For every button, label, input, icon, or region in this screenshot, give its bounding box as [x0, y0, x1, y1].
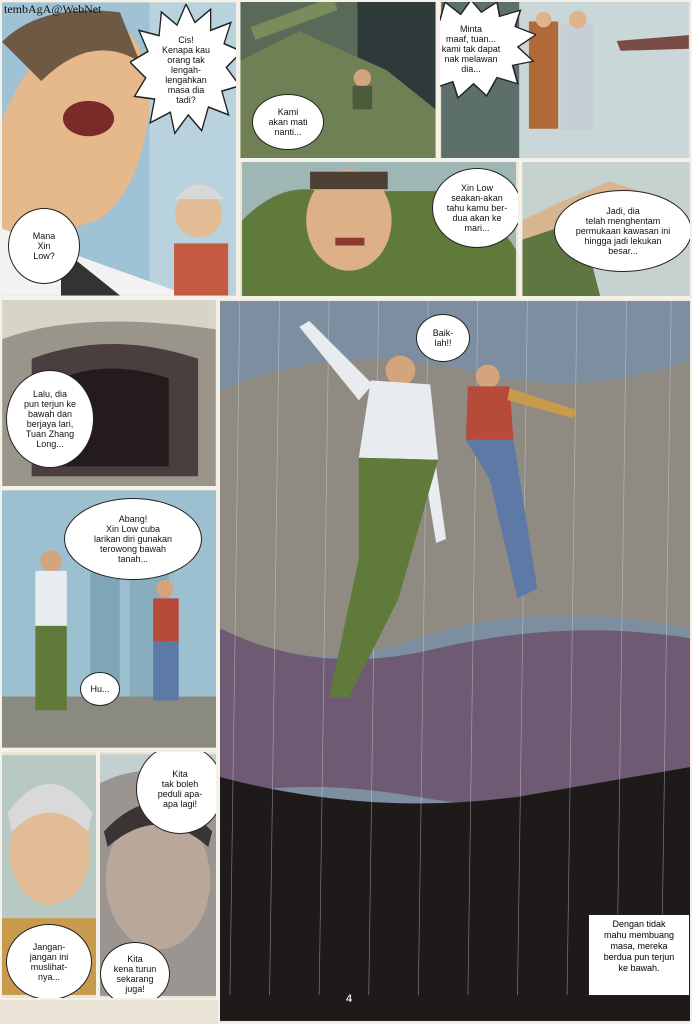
panel-tank	[238, 0, 438, 160]
speech-text: Lalu, dia pun terjun ke bawah dan berjaya lari, Tuan Zhang Long...	[23, 389, 77, 449]
speech-bubble-hu	[80, 672, 120, 706]
panel-crater	[0, 298, 218, 488]
speech-text: Jangan- jangan ini muslihat- nya...	[29, 942, 69, 982]
speech-text: Mana Xin Low?	[32, 231, 56, 261]
panel-jump	[218, 298, 692, 1024]
speech-text: Hu...	[90, 684, 110, 694]
speech-bubble-fled	[6, 370, 94, 468]
speech-text: Jadi, dia telah menghentam permukaan kawasan ini hingga jadi lekukan besar...	[575, 206, 671, 256]
panel-apology	[438, 0, 692, 160]
speech-text: Kami akan mati nanti...	[268, 107, 308, 137]
speech-text: Kita tak boleh peduli apa- apa lagi!	[157, 769, 203, 809]
speech-bubble-trap	[6, 924, 92, 1000]
speech-bubble-damage	[554, 190, 692, 272]
speech-text: Kita kena turun sekarang juga!	[113, 954, 157, 994]
panel-trap	[0, 750, 98, 1000]
speech-burst-shout	[130, 4, 238, 136]
panel-determined	[98, 750, 218, 1000]
panel-shouting-man	[0, 0, 238, 298]
page-number: 4	[346, 993, 353, 1005]
speech-bubble-reply	[252, 94, 324, 150]
speech-bubble-ok	[416, 314, 470, 362]
panel-soldier-face	[238, 160, 520, 298]
panel-pointing	[520, 160, 692, 298]
credit-watermark: tembAgA@WebNet	[4, 2, 102, 16]
panel-tunnel	[0, 488, 218, 750]
speech-bubble-question	[8, 208, 80, 284]
speech-text: Baik- lah!!	[432, 328, 454, 348]
speech-text: Abang! Xin Low cuba larikan diri gunakan terowong bawah tanah...	[93, 514, 173, 564]
speech-bubble-tunnel	[64, 498, 202, 580]
speech-text: Minta maaf, tuan... kami tak dapat nak melawan dia...	[441, 24, 501, 74]
speech-bubble-knows	[432, 168, 520, 248]
speech-bubble-down	[100, 942, 170, 1000]
narration-caption: Dengan tidak mahu membuang masa, mereka berdua pun terjun ke bawah.	[588, 914, 690, 996]
speech-text: Cis! Kenapa kau orang tak lengah- lengahkan masa dia tadi?	[161, 35, 211, 105]
speech-burst-apology	[438, 0, 536, 100]
speech-text: Xin Low seakan-akan tahu kamu ber- dua akan ke mari...	[446, 183, 508, 233]
